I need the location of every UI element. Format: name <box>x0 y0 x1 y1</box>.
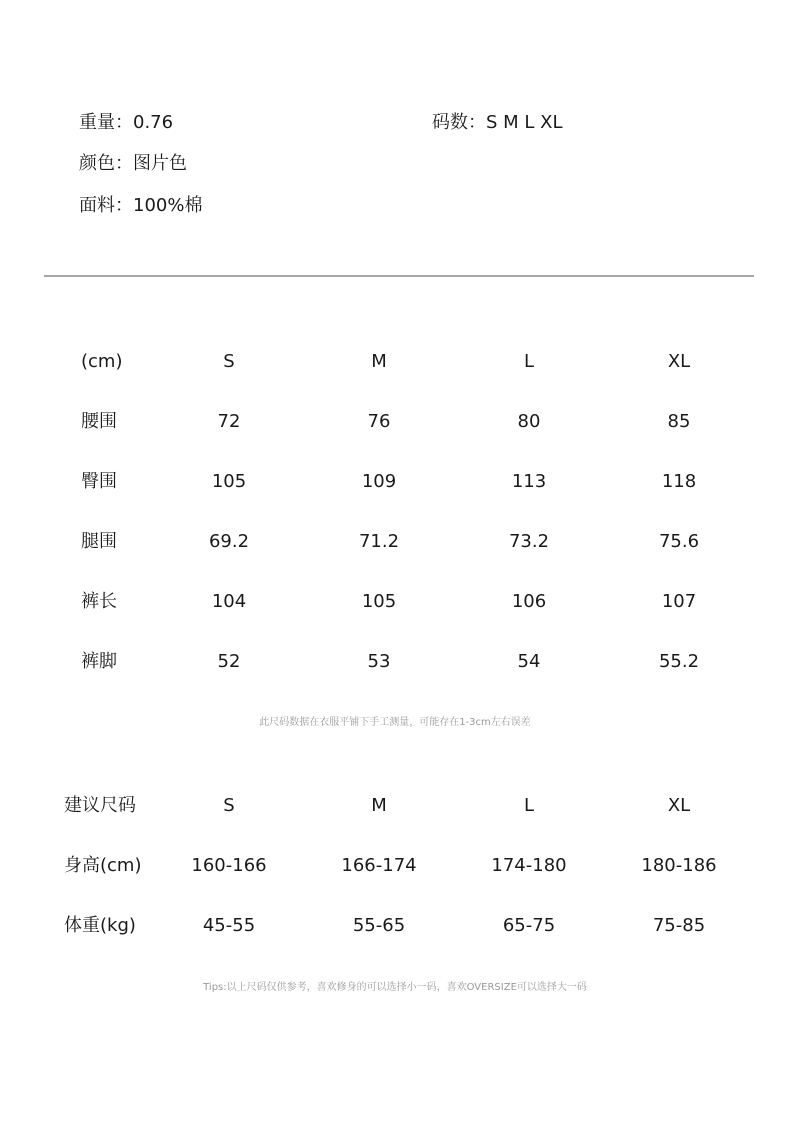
measure-cell: 113 <box>511 471 547 492</box>
measure-row-label: 裤长 <box>81 591 117 612</box>
recommend-row-label: 体重(kg) <box>64 915 136 936</box>
measure-cell: 106 <box>511 591 547 612</box>
measure-cell: 118 <box>661 471 697 492</box>
recommend-cell: 65-75 <box>502 915 556 936</box>
measure-cell: 72 <box>217 411 241 432</box>
recommend-header-s: S <box>223 795 235 816</box>
sizes-info: 码数：S M L XL <box>432 112 563 133</box>
measure-row-label: 腰围 <box>81 411 117 432</box>
measure-header-m: M <box>371 351 387 372</box>
measure-cell: 105 <box>361 591 397 612</box>
recommend-cell: 160-166 <box>191 855 267 876</box>
measure-row-label: 腿围 <box>81 531 117 552</box>
recommend-header-l: L <box>523 795 535 816</box>
measure-cell: 69.2 <box>208 531 250 552</box>
measure-cell: 52 <box>217 651 241 672</box>
color-info: 颜色：图片色 <box>79 153 187 174</box>
measure-header-unit: (cm) <box>81 351 123 372</box>
recommend-cell: 180-186 <box>641 855 717 876</box>
recommend-header-m: M <box>371 795 387 816</box>
measure-row-label: 臀围 <box>81 471 117 492</box>
measure-cell: 55.2 <box>658 651 700 672</box>
recommend-header-xl: XL <box>667 795 691 816</box>
measure-cell: 105 <box>211 471 247 492</box>
section-divider <box>44 275 754 277</box>
measure-cell: 107 <box>661 591 697 612</box>
weight-info: 重量：0.76 <box>79 112 174 133</box>
recommend-row-label: 身高(cm) <box>64 855 142 876</box>
recommend-cell: 55-65 <box>352 915 406 936</box>
measure-note: 此尺码数据在衣服平铺下手工测量，可能存在1-3cm左右误差 <box>259 717 531 728</box>
recommend-header-label: 建议尺码 <box>64 795 136 816</box>
measure-cell: 75.6 <box>658 531 700 552</box>
measure-row-label: 裤脚 <box>81 651 117 672</box>
measure-cell: 54 <box>517 651 541 672</box>
measure-cell: 80 <box>517 411 541 432</box>
measure-cell: 109 <box>361 471 397 492</box>
tips-note: Tips:以上尺码仅供参考，喜欢修身的可以选择小一码，喜欢OVERSIZE可以选择大一码 <box>203 982 587 993</box>
measure-cell: 76 <box>367 411 391 432</box>
measure-header-xl: XL <box>667 351 691 372</box>
measure-cell: 73.2 <box>508 531 550 552</box>
recommend-cell: 75-85 <box>652 915 706 936</box>
measure-cell: 104 <box>211 591 247 612</box>
measure-cell: 85 <box>667 411 691 432</box>
recommend-cell: 166-174 <box>341 855 417 876</box>
measure-cell: 71.2 <box>358 531 400 552</box>
recommend-cell: 174-180 <box>491 855 567 876</box>
measure-header-l: L <box>523 351 535 372</box>
recommend-cell: 45-55 <box>202 915 256 936</box>
fabric-info: 面料：100%棉 <box>79 195 203 216</box>
measure-header-s: S <box>223 351 235 372</box>
measure-cell: 53 <box>367 651 391 672</box>
